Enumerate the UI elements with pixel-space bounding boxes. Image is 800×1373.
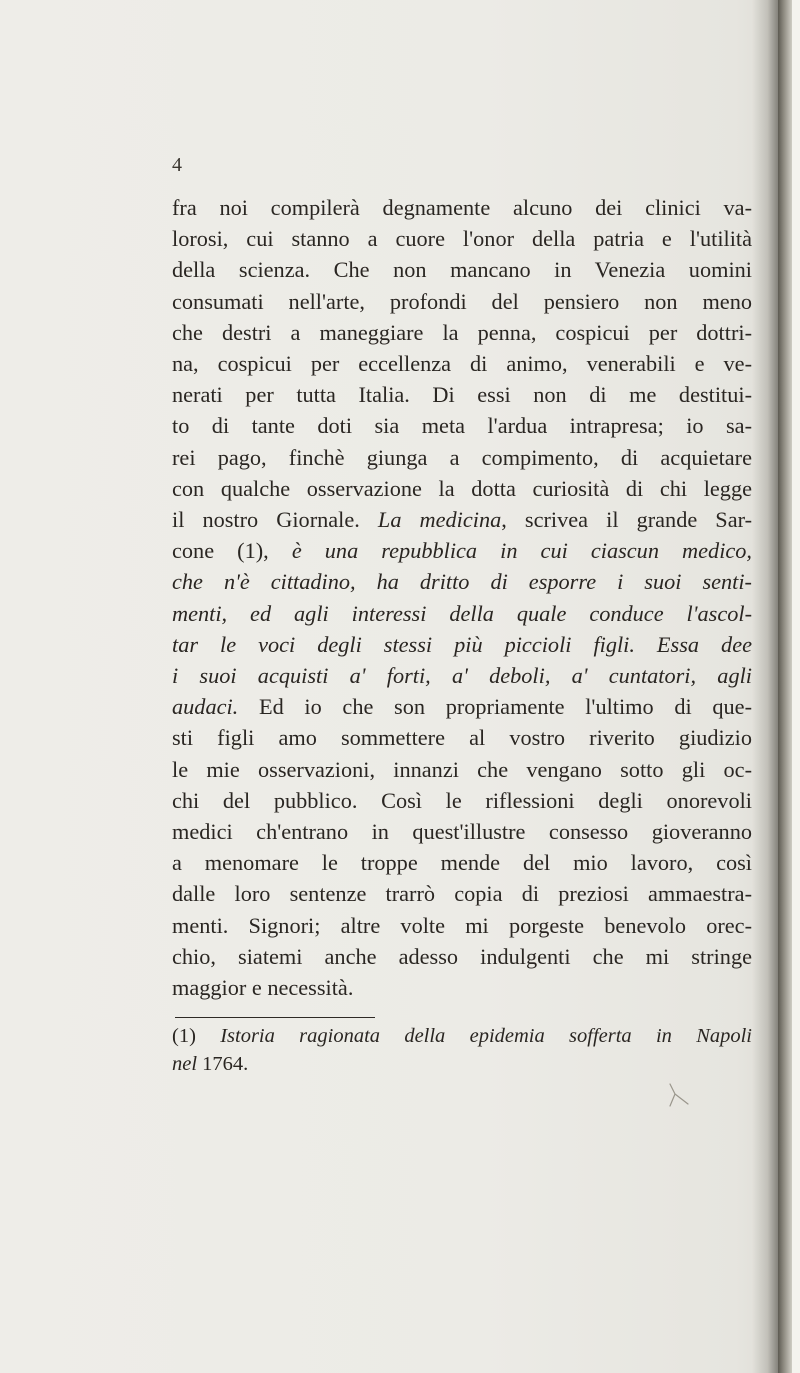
text-line: lorosi, cui stanno a cuore l'onor della patria e l'utilità — [172, 226, 752, 252]
footnote — [172, 1022, 752, 1078]
body-text — [172, 192, 752, 1003]
text-line: menti, ed agli interessi della quale conduce l'ascol- — [172, 600, 752, 626]
text-line: i suoi acquisti a' forti, a' deboli, a' cuntatori, agli — [172, 663, 752, 689]
text-line: consumati nell'arte, profondi del pensiero non meno — [172, 288, 752, 314]
binding-edge — [778, 0, 792, 1373]
text-line: maggior e necessità. — [172, 975, 354, 1001]
page-outer-margin — [792, 0, 800, 1373]
text-line: chio, siatemi anche adesso indulgenti che mi stringe — [172, 943, 752, 969]
text-line: chi del pubblico. Così le riflessioni degli onorevoli — [172, 787, 752, 813]
text-line: le mie osservazioni, innanzi che vengano sotto gli oc- — [172, 756, 752, 782]
text-line: rei pago, finchè giunga a compimento, di acquietare — [172, 444, 752, 470]
text-line: fra noi compilerà degnamente alcuno dei clinici va- — [172, 195, 752, 220]
pencil-mark — [666, 1080, 694, 1110]
text-line: il nostro Giornale. La medicina, scrivea il grande Sar- — [172, 507, 753, 533]
text-line: cone (1), è una repubblica in cui ciascun medico, — [172, 538, 753, 564]
text-line: che destri a maneggiare la penna, cospicui per dottri- — [172, 319, 752, 345]
footnote-line: nel 1764. — [172, 1053, 249, 1075]
text-line: che n'è cittadino, ha dritto di esporre i suoi senti- — [172, 569, 752, 595]
text-line: menti. Signori; altre volte mi porgeste benevolo orec- — [172, 912, 752, 938]
text-line: dalle loro sentenze trarrò copia di preziosi ammaestra- — [172, 881, 752, 907]
binding-shadow — [752, 0, 780, 1373]
text-line: sti figli amo sommettere al vostro riverito giudizio — [172, 725, 752, 751]
text-line: nerati per tutta Italia. Di essi non di me destitui- — [172, 382, 752, 408]
page-number: 4 — [172, 154, 182, 176]
text-line: a menomare le troppe mende del mio lavoro, così — [172, 850, 752, 876]
footnote-year: 1764. — [202, 1053, 249, 1075]
text-line: na, cospicui per eccellenza di animo, venerabili e ve- — [172, 351, 752, 377]
text-line: tar le voci degli stessi più piccioli figli. Essa dee — [172, 631, 752, 657]
footnote-line: (1) Istoria ragionata della epidemia sofferta in Napoli — [172, 1025, 753, 1047]
text-line: medici ch'entrano in quest'illustre consesso gioveranno — [172, 819, 752, 845]
text-line: to di tante doti sia meta l'ardua intrapresa; io sa- — [172, 413, 752, 439]
text-line: audaci. Ed io che son propriamente l'ultimo di que- — [172, 694, 752, 720]
footnote-separator — [175, 1017, 375, 1018]
text-line: della scienza. Che non mancano in Venezia uomini — [172, 257, 752, 283]
text-line: con qualche osservazione la dotta curiosità di chi legge — [172, 475, 752, 501]
footnote-marker: (1) — [172, 1025, 221, 1047]
